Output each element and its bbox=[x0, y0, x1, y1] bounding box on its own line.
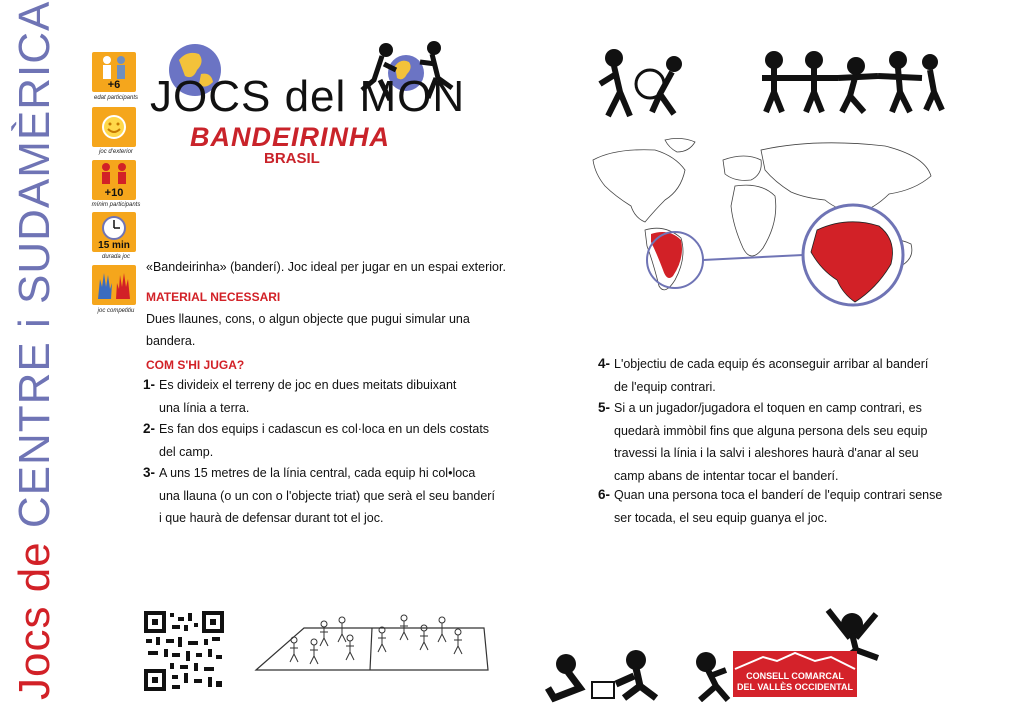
step-5: 5- Si a un jugador/jugadora el toquen en camp contrari, es quedarà immòbil fins que alguna persona dels seu equip travessi la línia i la salvi i aleshores haurà d'anar al seu camp abans de intentar tocar el banderí. bbox=[598, 400, 928, 483]
country-label: BRASIL bbox=[264, 150, 320, 167]
step-6: 6- Quan una persona toca el banderí de l'equip contrari sense ser tocada, el seu equip guanya el joc. bbox=[598, 487, 943, 525]
icon-caption: joc competitiu bbox=[97, 308, 135, 314]
children-playing-board-game-icon bbox=[544, 648, 664, 704]
step-2: 2- Es fan dos equips i cadascun es col·loca en un dels costats del camp. bbox=[143, 421, 490, 459]
logo-title: JOCS del MON bbox=[150, 72, 466, 121]
intro-text: «Bandeirinha» (banderí). Joc ideal per jugar en un espai exterior. bbox=[146, 260, 506, 274]
icon-caption: mínim participants bbox=[91, 202, 141, 208]
material-text-line: bandera. bbox=[146, 334, 196, 348]
step-4: 4- L'objectiu de cada equip és aconseguir arribar al banderí de l'equip contrari. bbox=[598, 356, 929, 394]
icon-caption: joc d'exterior bbox=[99, 149, 133, 155]
material-text-line: Dues llaunes, cons, o algun objecte que pugui simular una bbox=[146, 312, 470, 326]
step-1: 1- Es divideix el terreny de joc en dues meitats dibuixant una línia a terra. bbox=[143, 377, 457, 415]
sun-icon bbox=[92, 107, 136, 147]
qr-code[interactable] bbox=[144, 611, 224, 691]
mountain-icon bbox=[733, 651, 857, 671]
group-icon: +10 bbox=[92, 160, 136, 200]
hands-icon bbox=[92, 265, 136, 305]
partner-line-1: CONSELL COMARCAL bbox=[746, 671, 844, 681]
consell-comarcal-logo bbox=[733, 651, 857, 697]
age-participants-icon: +6 bbox=[92, 52, 136, 92]
step-3: 3- A uns 15 metres de la línia central, cada equip hi col•loca una llauna (o un con o l'objecte triat) que serà el seu banderí i que haurà de defensar durant tot el joc. bbox=[143, 465, 495, 525]
children-holding-hands-icon bbox=[752, 48, 947, 114]
material-heading: MATERIAL NECESSARI bbox=[146, 290, 281, 304]
child-silhouette-icon bbox=[690, 650, 734, 702]
vertical-title: Jocs de CENTRE i SUDAMÈRICA bbox=[10, 0, 59, 700]
icon-caption: durada joc bbox=[101, 254, 131, 260]
children-playing-icon bbox=[594, 44, 690, 120]
game-name: BANDEIRINHA bbox=[190, 122, 390, 152]
playing-field-illustration bbox=[254, 610, 490, 672]
clock-icon: 15 min bbox=[92, 212, 136, 252]
world-map bbox=[585, 130, 955, 315]
how-to-heading: COM S'HI JUGA? bbox=[146, 358, 245, 372]
partner-line-2: DEL VALLÈS OCCIDENTAL bbox=[736, 682, 853, 692]
icon-caption: edat participants bbox=[93, 95, 139, 101]
